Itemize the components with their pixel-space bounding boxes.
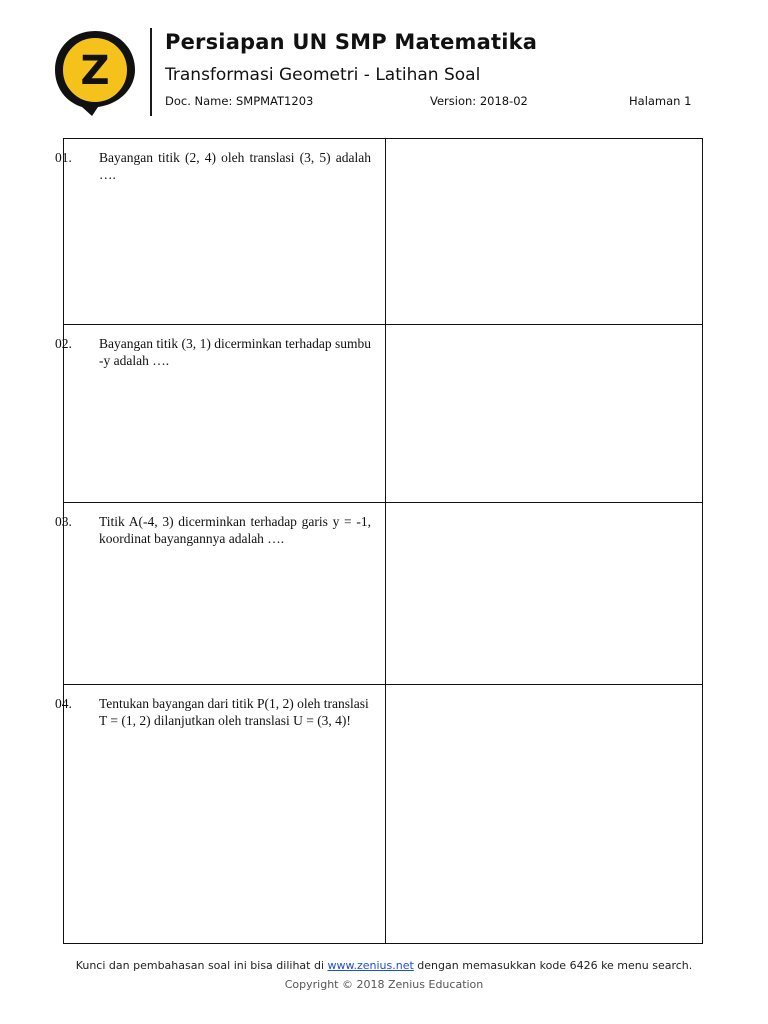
page-subtitle: Transformasi Geometri - Latihan Soal	[165, 65, 481, 85]
page-title: Persiapan UN SMP Matematika	[165, 30, 538, 54]
question-text-2	[55, 335, 371, 369]
question-cell	[55, 325, 386, 502]
question-cell	[55, 685, 386, 943]
question-row-1	[55, 139, 702, 325]
question-number: 01.	[55, 150, 72, 165]
zenius-link[interactable]: www.zenius.net	[327, 959, 414, 972]
question-body: Tentukan bayangan dari titik P(1, 2) oleh translasi T = (1, 2) dilanjutkan oleh translasi U = (3, 4)!	[99, 696, 369, 728]
copyright: Copyright © 2018 Zenius Education	[284, 978, 484, 991]
doc-version: Version: 2018-02	[430, 94, 528, 108]
question-number: 03.	[55, 514, 72, 529]
question-text-4	[55, 695, 371, 729]
question-row-3	[55, 503, 702, 685]
question-table	[55, 138, 703, 944]
zenius-logo-icon	[52, 28, 138, 118]
question-cell	[55, 139, 386, 324]
logo-letter: Z	[80, 48, 110, 94]
question-cell	[55, 503, 386, 684]
question-body: Titik A(-4, 3) dicerminkan terhadap garis y = -1, koordinat bayangannya adalah ….	[99, 514, 371, 546]
footer-note-before: Kunci dan pembahasan soal ini bisa dilihat di	[75, 959, 328, 972]
header-divider	[150, 28, 152, 116]
question-number: 02.	[55, 336, 72, 351]
question-body: Bayangan titik (3, 1) dicerminkan terhadap sumbu -y adalah ….	[99, 336, 371, 368]
footer-note	[0, 959, 768, 972]
page-number: Halaman 1	[629, 94, 692, 108]
footer-note-after: dengan memasukkan kode 6426 ke menu search.	[413, 959, 693, 972]
question-number: 04.	[55, 696, 72, 711]
question-row-2	[55, 325, 702, 503]
question-body: Bayangan titik (2, 4) oleh translasi (3, 5) adalah ….	[99, 150, 371, 182]
question-text-1	[55, 149, 371, 183]
doc-name: Doc. Name: SMPMAT1203	[165, 94, 314, 108]
question-row-4	[55, 685, 702, 943]
question-text-3	[55, 513, 371, 547]
